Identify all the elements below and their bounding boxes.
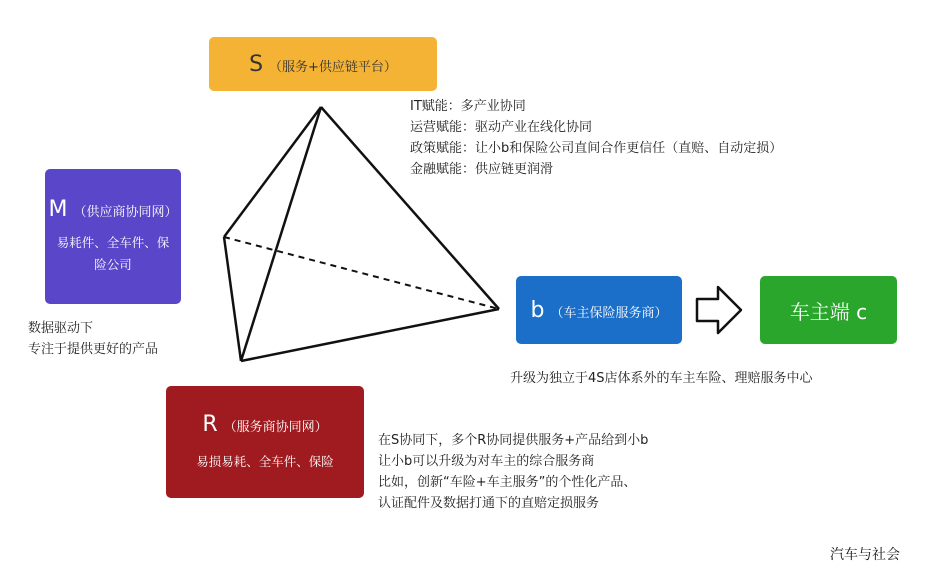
r-note: 在S协同下，多个R协同提供服务+产品给到小b [378, 433, 649, 448]
s-note: 运营赋能：驱动产业在线化协同 [410, 120, 593, 135]
m-label: （供应商协同网） [73, 205, 178, 220]
s-note: 政策赋能：让小b和保险公司直间合作更信任（直赔、自动定损） [410, 141, 783, 156]
r-note: 让小b可以升级为对车主的综合服务商 [378, 454, 595, 469]
m-note: 数据驱动下 [28, 321, 94, 336]
hollow-right-arrow-icon [697, 287, 741, 333]
r-service-network-box [166, 386, 364, 498]
s-notes [410, 96, 782, 180]
m-letter: M [48, 197, 68, 222]
edge-bottom-right [241, 309, 499, 361]
s-platform-box [209, 37, 437, 91]
r-notes [378, 430, 648, 514]
s-note: IT赋能：多产业协同 [410, 99, 526, 114]
m-desc: 易耗件、全车件、保险公司 [56, 235, 170, 272]
r-desc: 易损易耗、全车件、保险 [196, 453, 334, 469]
s-label: （服务+供应链平台） [269, 59, 397, 75]
s-letter: S [249, 51, 264, 77]
r-note: 比如，创新“车险+车主服务”的个性化产品、 [378, 475, 637, 490]
m-supplier-box [45, 169, 181, 304]
edge-apex-left [224, 107, 321, 237]
watermark: 汽车与社会 [830, 547, 900, 563]
edge-apex-bottom [241, 107, 321, 361]
edge-left-right-hidden [224, 237, 499, 309]
edge-left-bottom [224, 237, 241, 361]
s-note: 金融赋能：供应链更润滑 [410, 162, 554, 177]
b-letter: b [530, 297, 545, 323]
r-letter: R [202, 411, 218, 437]
b-note: 升级为独立于4S店体系外的车主车险、理赔服务中心 [510, 371, 813, 386]
m-note: 专注于提供更好的产品 [28, 342, 159, 357]
r-note: 认证配件及数据打通下的直赔定损服务 [378, 496, 600, 511]
m-notes [28, 318, 158, 360]
r-label: （服务商协同网） [223, 419, 328, 435]
c-label: 车主端 c [789, 299, 868, 324]
b-service-box [516, 276, 682, 344]
c-owner-box [760, 276, 897, 344]
b-label: （车主保险服务商） [550, 305, 668, 321]
